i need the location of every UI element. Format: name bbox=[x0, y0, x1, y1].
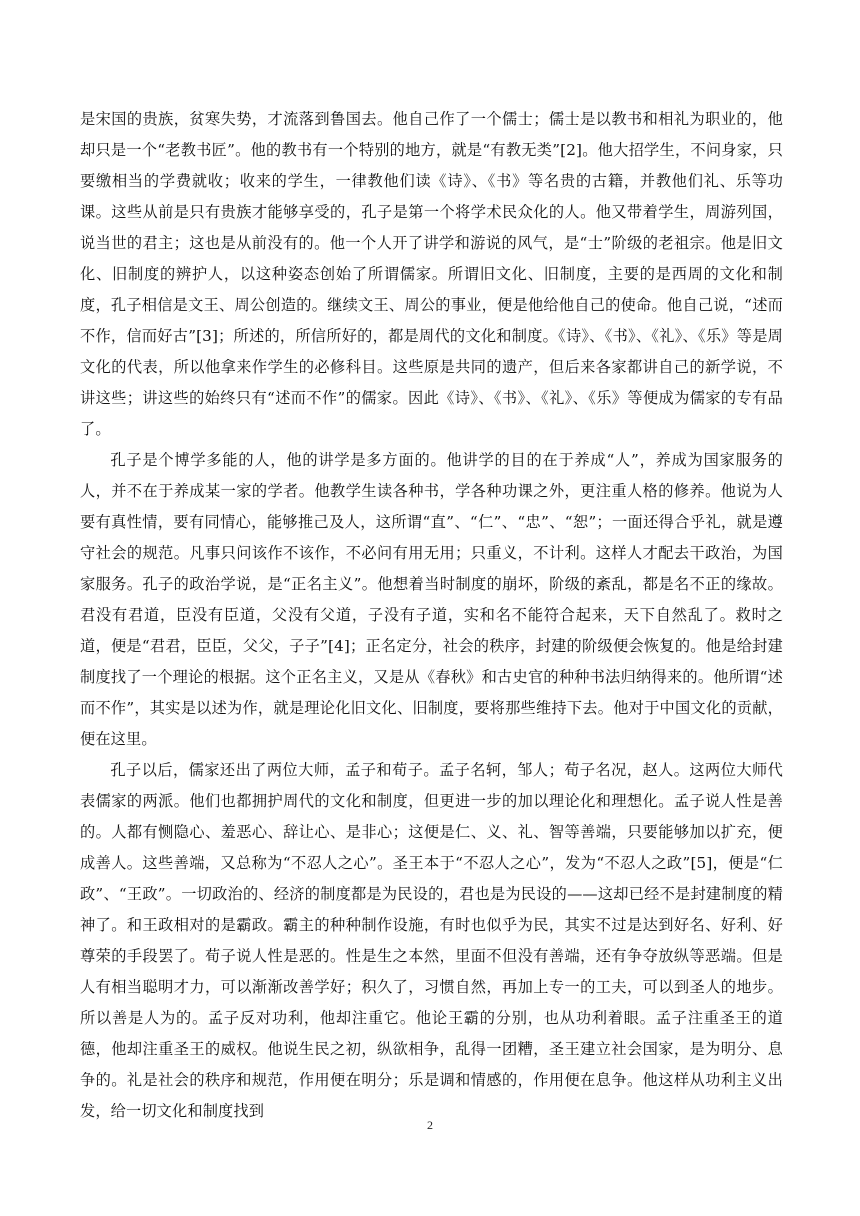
paragraph-confucius-teaching: 孔子是个博学多能的人，他的讲学是多方面的。他讲学的目的在于养成“人”，养成为国家服务的人，并不在于养成某一家的学者。他教学生读各种书，学各种功课之外，更注重人格的修养。他说为人要有真性情，要有同情心，能够推己及人，这所谓“直”、“仁”、“忠”、“恕”；一面还得合乎礼，就是遵守社会的规范。凡事只问该作不该作，不必问有用无用；只重义，不计利。这样人才配去干政治，为国家服务。孔子的政治学说，是“正名主义”。他想着当时制度的崩坏，阶级的紊乱，都是名不正的缘故。君没有君道，臣没有臣道，父没有父道，子没有子道，实和名不能符合起来，天下自然乱了。救时之道，便是“君君，臣臣，父父，子子”[4]；正名定分，社会的秩序，封建的阶级便会恢复的。他是给封建制度找了一个理论的根据。这个正名主义，又是从《春秋》和古史官的种种书法归纳得来的。他所谓“述而不作”，其实是以述为作，就是理论化旧文化、旧制度，要将那些维持下去。他对于中国文化的贡献，便在这里。 bbox=[80, 451, 783, 748]
document-body bbox=[80, 104, 783, 1127]
paragraph-mencius-xunzi: 孔子以后，儒家还出了两位大师，孟子和荀子。孟子名轲，邹人；荀子名况，赵人。这两位大师代表儒家的两派。他们也都拥护周代的文化和制度，但更进一步的加以理论化和理想化。孟子说人性是善的。人都有恻隐心、羞恶心、辞让心、是非心；这便是仁、义、礼、智等善端，只要能够加以扩充，便成善人。这些善端，又总称为“不忍人之心”。圣王本于“不忍人之心”，发为“不忍人之政”[5]，便是“仁政”、“王政”。一切政治的、经济的制度都是为民设的，君也是为民设的——这却已经不是封建制度的精神了。和王政相对的是霸政。霸主的种种制作设施，有时也似乎为民，其实不过是达到好名、好利、好尊荣的手段罢了。荀子说人性是恶的。性是生之本然，里面不但没有善端，还有争夺放纵等恶端。但是人有相当聪明才力，可以渐渐改善学好；积久了，习惯自然，再加上专一的工夫，可以到圣人的地步。所以善是人为的。孟子反对功利，他却注重它。他论王霸的分别，也从功利着眼。孟子注重圣王的道德，他却注重圣王的威权。他说生民之初，纵欲相争，乱得一团糟，圣王建立社会国家，是为明分、息争的。礼是社会的秩序和规范，作用便在明分；乐是调和情感的，作用便在息争。他这样从功利主义出发，给一切文化和制度找到 bbox=[80, 761, 783, 1120]
page-number: 2 bbox=[427, 1118, 433, 1132]
paragraph-continued: 是宋国的贵族，贫寒失势，才流落到鲁国去。他自己作了一个儒士；儒士是以教书和相礼为职业的，他却只是一个“老教书匠”。他的教书有一个特别的地方，就是“有教无类”[2]。他大招学生，不问身家，只要缴相当的学费就收；收来的学生，一律教他们读《诗》、《书》等名贵的古籍，并教他们礼、乐等功课。这些从前是只有贵族才能够享受的，孔子是第一个将学术民众化的人。他又带着学生，周游列国，说当世的君主；这也是从前没有的。他一个人开了讲学和游说的风气，是“士”阶级的老祖宗。他是旧文化、旧制度的辨护人，以这种姿态创始了所谓儒家。所谓旧文化、旧制度，主要的是西周的文化和制度，孔子相信是文王、周公创造的。继续文王、周公的事业，便是他给他自己的使命。他自己说，“述而不作，信而好古”[3]；所述的，所信所好的，都是周代的文化和制度。《诗》、《书》、《礼》、《乐》等是周文化的代表，所以他拿来作学生的必修科目。这些原是共同的遗产，但后来各家都讲自己的新学说，不讲这些；讲这些的始终只有“述而不作”的儒家。因此《诗》、《书》、《礼》、《乐》等便成为儒家的专有品了。 bbox=[80, 110, 783, 438]
